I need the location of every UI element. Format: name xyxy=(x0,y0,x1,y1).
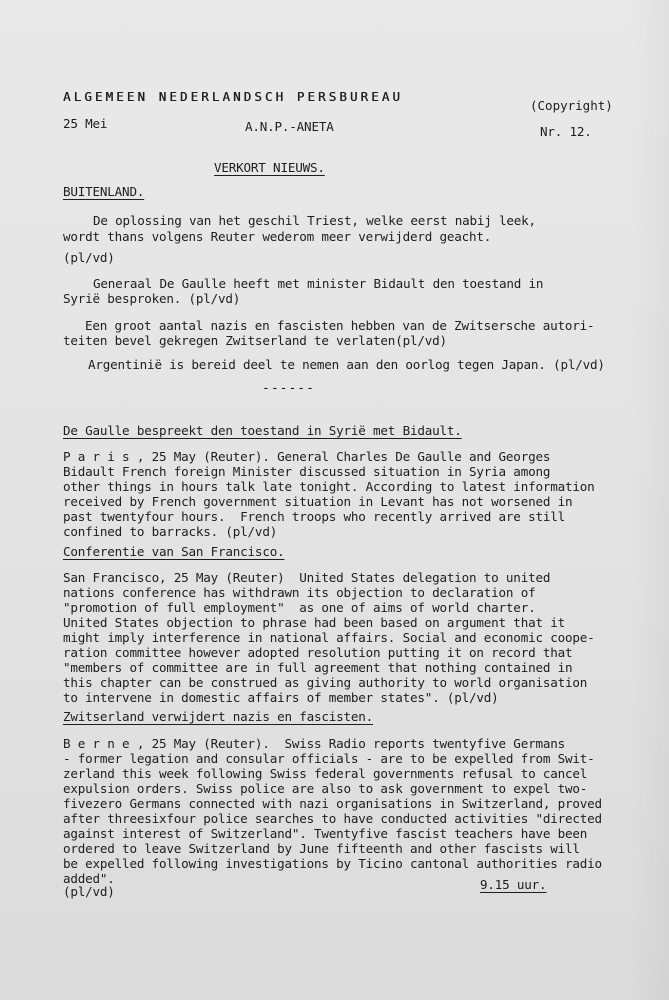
date-label: 25 Mei xyxy=(63,116,108,131)
article-line: confined to barracks. (pl/vd) xyxy=(63,524,278,539)
article-line: United States objection to phrase had been based on argument that it xyxy=(63,615,565,630)
article-line: B e r n e , 25 May (Reuter). Swiss Radio reports twentyfive Germans xyxy=(63,736,565,751)
article-line: this chapter can be construed as giving authority to world organisation xyxy=(63,675,588,690)
section-heading-san-francisco: Conferentie van San Francisco. xyxy=(63,544,285,559)
paragraph-line: De oplossing van het geschil Triest, welke eerst nabij leek, xyxy=(93,213,536,228)
article-line: be expelled following investigations by Ticino cantonal authorities radio xyxy=(63,856,602,871)
signature: (pl/vd) xyxy=(63,250,115,265)
paragraph-line: Syrië besproken. (pl/vd) xyxy=(63,291,241,306)
article-line: after threesixfour police searches to have conducted activities "directed xyxy=(63,811,602,826)
article-line: received by French government situation in Levant has not worsened in xyxy=(63,494,573,509)
article-line: fivezero Germans connected with nazi organisations in Switzerland, proved xyxy=(63,796,602,811)
article-line: San Francisco, 25 May (Reuter) United States delegation to united xyxy=(63,570,551,585)
article-line: ration committee however adopted resolution putting it on record that xyxy=(63,645,573,660)
paragraph-line: teiten bevel gekregen Zwitserland te verlaten(pl/vd) xyxy=(63,333,447,348)
article-line: ordered to leave Switzerland by June fifteenth and other fascists will xyxy=(63,841,580,856)
article-line: "members of committee are in full agreement that nothing contained in xyxy=(63,660,573,675)
service-label: A.N.P.-ANETA xyxy=(245,119,334,134)
article-line: zerland this week following Swiss federal governments refusal to cancel xyxy=(63,766,588,781)
section-heading-de-gaulle: De Gaulle bespreekt den toestand in Syrië met Bidault. xyxy=(63,423,462,438)
agency-name: ALGEMEEN NEDERLANDSCH PERSBUREAU xyxy=(63,89,404,104)
section-heading-zwitserland: Zwitserland verwijdert nazis en fascisten. xyxy=(63,709,374,724)
article-line: to intervene in domestic affairs of member states". (pl/vd) xyxy=(63,690,499,705)
paragraph-line: Argentinië is bereid deel te nemen aan den oorlog tegen Japan. (pl/vd) xyxy=(88,357,605,372)
paragraph-line: Een groot aantal nazis en fascisten hebben van de Zwitsersche autori- xyxy=(85,318,595,333)
article-line: P a r i s , 25 May (Reuter). General Charles De Gaulle and Georges xyxy=(63,449,551,464)
article-line: Bidault French foreign Minister discussed situation in Syria among xyxy=(63,464,551,479)
bulletin-title: VERKORT NIEUWS. xyxy=(214,160,325,175)
bulletin-number: Nr. 12. xyxy=(540,124,592,139)
section-divider: ------ xyxy=(262,381,315,396)
article-line: - former legation and consular officials - are to be expelled from Swit- xyxy=(63,751,595,766)
article-line: "promotion of full employment" as one of aims of world charter. xyxy=(63,600,536,615)
article-line: added". xyxy=(63,871,115,886)
paragraph-line: Generaal De Gaulle heeft met minister Bidault den toestand in xyxy=(93,276,544,291)
article-line: against interest of Switzerland". Twentyfive fascist teachers have been xyxy=(63,826,588,841)
copyright-label: (Copyright) xyxy=(530,98,613,113)
article-line: other things in hours talk late tonight. According to latest information xyxy=(63,479,595,494)
article-line: nations conference has withdrawn its objection to declaration of xyxy=(63,585,536,600)
footer-signature: (pl/vd) xyxy=(63,884,115,899)
article-line: past twentyfour hours. French troops who recently arrived are still xyxy=(63,509,565,524)
paper-shadow xyxy=(629,0,669,1000)
paragraph-line: wordt thans volgens Reuter wederom meer verwijderd geacht. xyxy=(63,229,492,244)
article-line: might imply interference in national affairs. Social and economic coope- xyxy=(63,630,595,645)
footer-time: 9.15 uur. xyxy=(480,877,547,892)
section-heading-buitenland: BUITENLAND. xyxy=(63,184,145,199)
article-line: expulsion orders. Swiss police are also to ask government to expel two- xyxy=(63,781,588,796)
